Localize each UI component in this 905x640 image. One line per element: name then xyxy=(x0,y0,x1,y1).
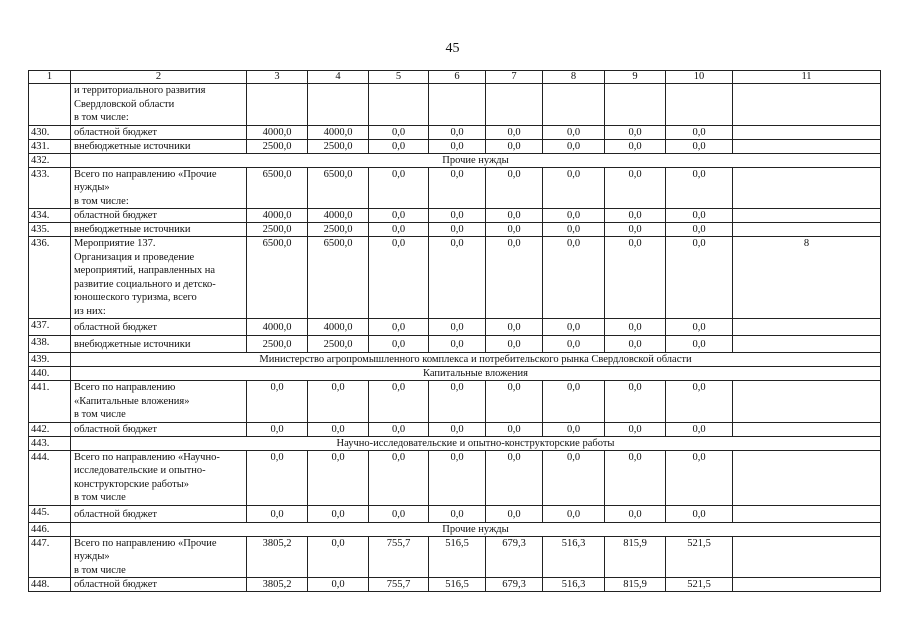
value-cell: 0,0 xyxy=(429,167,486,209)
value-cell: 2500,0 xyxy=(308,139,369,153)
value-cell: 0,0 xyxy=(605,237,666,319)
item-name-cell xyxy=(71,125,247,139)
value-cell: 0,0 xyxy=(486,237,543,319)
value-cell: 0,0 xyxy=(308,422,369,436)
item-name-line: в том числе xyxy=(74,492,126,503)
item-name-cell xyxy=(71,209,247,223)
item-name-cell xyxy=(71,505,247,522)
column-header: 4 xyxy=(308,71,369,84)
value-cell: 4000,0 xyxy=(308,209,369,223)
value-cell: 4000,0 xyxy=(308,319,369,336)
table-row xyxy=(29,319,881,336)
item-name-cell xyxy=(71,536,247,578)
value-cell: 516,5 xyxy=(429,578,486,592)
value-cell: 0,0 xyxy=(666,505,733,522)
value-cell: 0,0 xyxy=(666,422,733,436)
value-cell: 0,0 xyxy=(486,125,543,139)
value-cell: 0,0 xyxy=(308,536,369,578)
value-cell: 4000,0 xyxy=(308,125,369,139)
value-cell: 0,0 xyxy=(666,167,733,209)
continuation-row xyxy=(29,84,881,126)
value-cell: 0,0 xyxy=(605,381,666,423)
item-name-line: развитие социального и детско- xyxy=(74,278,216,290)
value-cell: 521,5 xyxy=(666,536,733,578)
value-cell xyxy=(666,84,733,126)
value-cell: 0,0 xyxy=(429,125,486,139)
section-row xyxy=(29,353,881,367)
value-cell: 0,0 xyxy=(369,336,429,353)
table-row xyxy=(29,381,881,423)
value-cell: 0,0 xyxy=(666,381,733,423)
value-cell: 4000,0 xyxy=(247,319,308,336)
row-number-cell: 433. xyxy=(29,167,71,209)
item-name-cell xyxy=(71,167,247,209)
note-cell xyxy=(733,84,881,126)
value-cell: 0,0 xyxy=(486,223,543,237)
value-cell: 6500,0 xyxy=(247,167,308,209)
value-cell: 521,5 xyxy=(666,578,733,592)
value-cell: 0,0 xyxy=(369,381,429,423)
value-cell: 6500,0 xyxy=(247,237,308,319)
item-name-line: Свердловской области xyxy=(74,98,175,110)
item-name-line: мероприятий, направленных на xyxy=(74,265,216,276)
value-cell: 516,3 xyxy=(543,578,605,592)
item-name-line: и территориального развития xyxy=(74,85,206,96)
value-cell: 0,0 xyxy=(486,505,543,522)
row-number-cell: 438. xyxy=(29,336,71,353)
table-row xyxy=(29,536,881,578)
note-cell xyxy=(733,336,881,353)
column-header: 8 xyxy=(543,71,605,84)
row-number-cell: 437. xyxy=(29,319,71,336)
value-cell: 3805,2 xyxy=(247,578,308,592)
value-cell: 0,0 xyxy=(605,139,666,153)
value-cell: 0,0 xyxy=(429,209,486,223)
value-cell: 0,0 xyxy=(605,450,666,505)
value-cell: 755,7 xyxy=(369,578,429,592)
item-name-cell xyxy=(71,237,247,319)
value-cell: 0,0 xyxy=(486,209,543,223)
section-title-cell: Капитальные вложения xyxy=(71,367,881,381)
table-header-row xyxy=(29,71,881,84)
column-header: 1 xyxy=(29,71,71,84)
row-number-cell: 431. xyxy=(29,139,71,153)
value-cell: 0,0 xyxy=(666,223,733,237)
value-cell: 0,0 xyxy=(486,381,543,423)
item-name-cell xyxy=(71,422,247,436)
column-header: 5 xyxy=(369,71,429,84)
value-cell: 0,0 xyxy=(666,319,733,336)
item-name-line: нужды» xyxy=(74,551,110,562)
value-cell: 0,0 xyxy=(369,450,429,505)
row-number-cell: 432. xyxy=(29,153,71,167)
section-row xyxy=(29,153,881,167)
table-row xyxy=(29,578,881,592)
value-cell: 0,0 xyxy=(543,237,605,319)
item-name-cell xyxy=(71,578,247,592)
value-cell: 4000,0 xyxy=(247,209,308,223)
value-cell: 0,0 xyxy=(429,139,486,153)
item-name-line: в том числе xyxy=(74,409,126,420)
value-cell: 679,3 xyxy=(486,536,543,578)
value-cell xyxy=(543,84,605,126)
value-cell: 815,9 xyxy=(605,536,666,578)
section-title-cell: Министерство агропромышленного комплекса и потребительского рынка Свердловской области xyxy=(71,353,881,367)
item-name-cell xyxy=(71,84,247,126)
value-cell: 0,0 xyxy=(543,336,605,353)
value-cell: 0,0 xyxy=(429,381,486,423)
section-row xyxy=(29,522,881,536)
table-row xyxy=(29,450,881,505)
value-cell xyxy=(429,84,486,126)
item-name-line: в том числе xyxy=(74,564,126,576)
value-cell: 516,5 xyxy=(429,536,486,578)
item-name-cell xyxy=(71,336,247,353)
column-header: 10 xyxy=(666,71,733,84)
item-name-line: Всего по направлению «Прочие xyxy=(74,168,217,180)
note-cell xyxy=(733,125,881,139)
item-name-line: нужды» xyxy=(74,182,110,193)
value-cell: 0,0 xyxy=(666,450,733,505)
item-name-line: внебюджетные источники xyxy=(74,224,191,235)
row-number-cell: 435. xyxy=(29,223,71,237)
section-title-cell: Прочие нужды xyxy=(71,522,881,536)
item-name-line: исследовательские и опытно- xyxy=(74,465,206,476)
value-cell: 0,0 xyxy=(605,336,666,353)
value-cell: 0,0 xyxy=(429,505,486,522)
note-cell xyxy=(733,505,881,522)
note-cell: 8 xyxy=(733,237,881,319)
value-cell: 516,3 xyxy=(543,536,605,578)
value-cell: 0,0 xyxy=(369,237,429,319)
note-cell xyxy=(733,381,881,423)
value-cell: 0,0 xyxy=(429,450,486,505)
section-row xyxy=(29,367,881,381)
value-cell: 0,0 xyxy=(247,381,308,423)
value-cell: 0,0 xyxy=(605,209,666,223)
value-cell: 0,0 xyxy=(543,167,605,209)
value-cell: 2500,0 xyxy=(308,223,369,237)
value-cell: 2500,0 xyxy=(247,336,308,353)
value-cell: 679,3 xyxy=(486,578,543,592)
row-number-cell: 441. xyxy=(29,381,71,423)
item-name-line: Всего по направлению «Прочие xyxy=(74,537,217,549)
item-name-line: Всего по направлению xyxy=(74,382,176,393)
row-number-cell: 447. xyxy=(29,536,71,578)
value-cell: 0,0 xyxy=(247,422,308,436)
value-cell: 0,0 xyxy=(486,319,543,336)
value-cell: 2500,0 xyxy=(247,223,308,237)
item-name-line: внебюджетные источники xyxy=(74,339,191,350)
item-name-line: областной бюджет xyxy=(74,210,157,221)
value-cell: 0,0 xyxy=(486,167,543,209)
column-header: 9 xyxy=(605,71,666,84)
value-cell: 0,0 xyxy=(605,422,666,436)
value-cell: 0,0 xyxy=(666,139,733,153)
value-cell xyxy=(486,84,543,126)
value-cell: 0,0 xyxy=(429,237,486,319)
value-cell: 0,0 xyxy=(486,450,543,505)
note-cell xyxy=(733,536,881,578)
table-row xyxy=(29,505,881,522)
page-number: 45 xyxy=(445,41,460,56)
value-cell xyxy=(247,84,308,126)
value-cell: 0,0 xyxy=(605,125,666,139)
value-cell xyxy=(605,84,666,126)
item-name-cell xyxy=(71,450,247,505)
value-cell: 0,0 xyxy=(369,139,429,153)
value-cell: 0,0 xyxy=(666,209,733,223)
note-cell xyxy=(733,319,881,336)
value-cell: 3805,2 xyxy=(247,536,308,578)
table-row xyxy=(29,223,881,237)
item-name-line: внебюджетные источники xyxy=(74,140,191,152)
column-header: 3 xyxy=(247,71,308,84)
value-cell: 0,0 xyxy=(666,125,733,139)
item-name-line: областной бюджет xyxy=(74,322,157,333)
value-cell: 0,0 xyxy=(247,505,308,522)
value-cell: 0,0 xyxy=(429,223,486,237)
note-cell xyxy=(733,422,881,436)
item-name-line: юношеского туризма, всего xyxy=(74,292,197,303)
row-number-cell: 434. xyxy=(29,209,71,223)
item-name-line: в том числе: xyxy=(74,112,129,123)
value-cell: 0,0 xyxy=(369,209,429,223)
row-number-cell: 430. xyxy=(29,125,71,139)
row-number-cell: 439. xyxy=(29,353,71,367)
section-row xyxy=(29,436,881,450)
value-cell: 815,9 xyxy=(605,578,666,592)
value-cell: 0,0 xyxy=(543,381,605,423)
section-title-cell: Прочие нужды xyxy=(71,153,881,167)
value-cell: 0,0 xyxy=(543,139,605,153)
section-title-cell: Научно-исследовательские и опытно-конструкторские работы xyxy=(71,436,881,450)
row-number-cell: 442. xyxy=(29,422,71,436)
value-cell xyxy=(369,84,429,126)
table-row xyxy=(29,125,881,139)
value-cell: 6500,0 xyxy=(308,167,369,209)
column-header: 7 xyxy=(486,71,543,84)
note-cell xyxy=(733,167,881,209)
value-cell: 4000,0 xyxy=(247,125,308,139)
value-cell: 0,0 xyxy=(369,223,429,237)
item-name-line: областной бюджет xyxy=(74,423,157,435)
value-cell: 0,0 xyxy=(666,336,733,353)
item-name-line: Всего по направлению «Научно- xyxy=(74,451,220,463)
value-cell: 0,0 xyxy=(308,578,369,592)
item-name-line: из них: xyxy=(74,305,106,317)
value-cell: 0,0 xyxy=(486,139,543,153)
value-cell: 0,0 xyxy=(369,505,429,522)
row-number-cell: 448. xyxy=(29,578,71,592)
value-cell: 0,0 xyxy=(486,336,543,353)
item-name-cell xyxy=(71,139,247,153)
value-cell: 0,0 xyxy=(605,319,666,336)
budget-table xyxy=(28,70,881,592)
item-name-cell xyxy=(71,319,247,336)
value-cell: 0,0 xyxy=(605,167,666,209)
row-number-cell xyxy=(29,84,71,126)
item-name-line: конструкторские работы» xyxy=(74,478,190,490)
table-row xyxy=(29,167,881,209)
column-header: 6 xyxy=(429,71,486,84)
row-number-cell: 440. xyxy=(29,367,71,381)
value-cell: 0,0 xyxy=(369,125,429,139)
table-row xyxy=(29,209,881,223)
table-row xyxy=(29,422,881,436)
note-cell xyxy=(733,139,881,153)
row-number-cell: 446. xyxy=(29,522,71,536)
item-name-line: областной бюджет xyxy=(74,508,157,520)
row-number-cell: 444. xyxy=(29,450,71,505)
item-name-line: областной бюджет xyxy=(74,579,157,590)
item-name-line: областной бюджет xyxy=(74,126,157,138)
value-cell: 0,0 xyxy=(543,223,605,237)
value-cell: 0,0 xyxy=(543,505,605,522)
value-cell: 0,0 xyxy=(247,450,308,505)
value-cell: 6500,0 xyxy=(308,237,369,319)
value-cell: 0,0 xyxy=(308,505,369,522)
item-name-cell xyxy=(71,381,247,423)
value-cell: 2500,0 xyxy=(247,139,308,153)
column-header: 11 xyxy=(733,71,881,84)
value-cell: 0,0 xyxy=(543,319,605,336)
row-number-cell: 436. xyxy=(29,237,71,319)
value-cell: 0,0 xyxy=(308,450,369,505)
note-cell xyxy=(733,578,881,592)
value-cell: 0,0 xyxy=(543,209,605,223)
table-row xyxy=(29,237,881,319)
column-header: 2 xyxy=(71,71,247,84)
value-cell: 0,0 xyxy=(429,336,486,353)
value-cell: 2500,0 xyxy=(308,336,369,353)
table-row xyxy=(29,336,881,353)
row-number-cell: 445. xyxy=(29,505,71,522)
item-name-line: «Капитальные вложения» xyxy=(74,395,190,407)
value-cell: 755,7 xyxy=(369,536,429,578)
value-cell xyxy=(308,84,369,126)
value-cell: 0,0 xyxy=(429,422,486,436)
value-cell: 0,0 xyxy=(543,450,605,505)
value-cell: 0,0 xyxy=(369,422,429,436)
value-cell: 0,0 xyxy=(486,422,543,436)
note-cell xyxy=(733,223,881,237)
item-name-line: Организация и проведение xyxy=(74,251,195,263)
value-cell: 0,0 xyxy=(543,422,605,436)
value-cell: 0,0 xyxy=(369,319,429,336)
table-row xyxy=(29,139,881,153)
item-name-line: в том числе: xyxy=(74,195,129,207)
value-cell: 0,0 xyxy=(605,223,666,237)
value-cell: 0,0 xyxy=(605,505,666,522)
value-cell: 0,0 xyxy=(666,237,733,319)
value-cell: 0,0 xyxy=(543,125,605,139)
item-name-line: Мероприятие 137. xyxy=(74,238,156,249)
row-number-cell: 443. xyxy=(29,436,71,450)
value-cell: 0,0 xyxy=(429,319,486,336)
value-cell: 0,0 xyxy=(308,381,369,423)
item-name-cell xyxy=(71,223,247,237)
note-cell xyxy=(733,450,881,505)
value-cell: 0,0 xyxy=(369,167,429,209)
note-cell xyxy=(733,209,881,223)
